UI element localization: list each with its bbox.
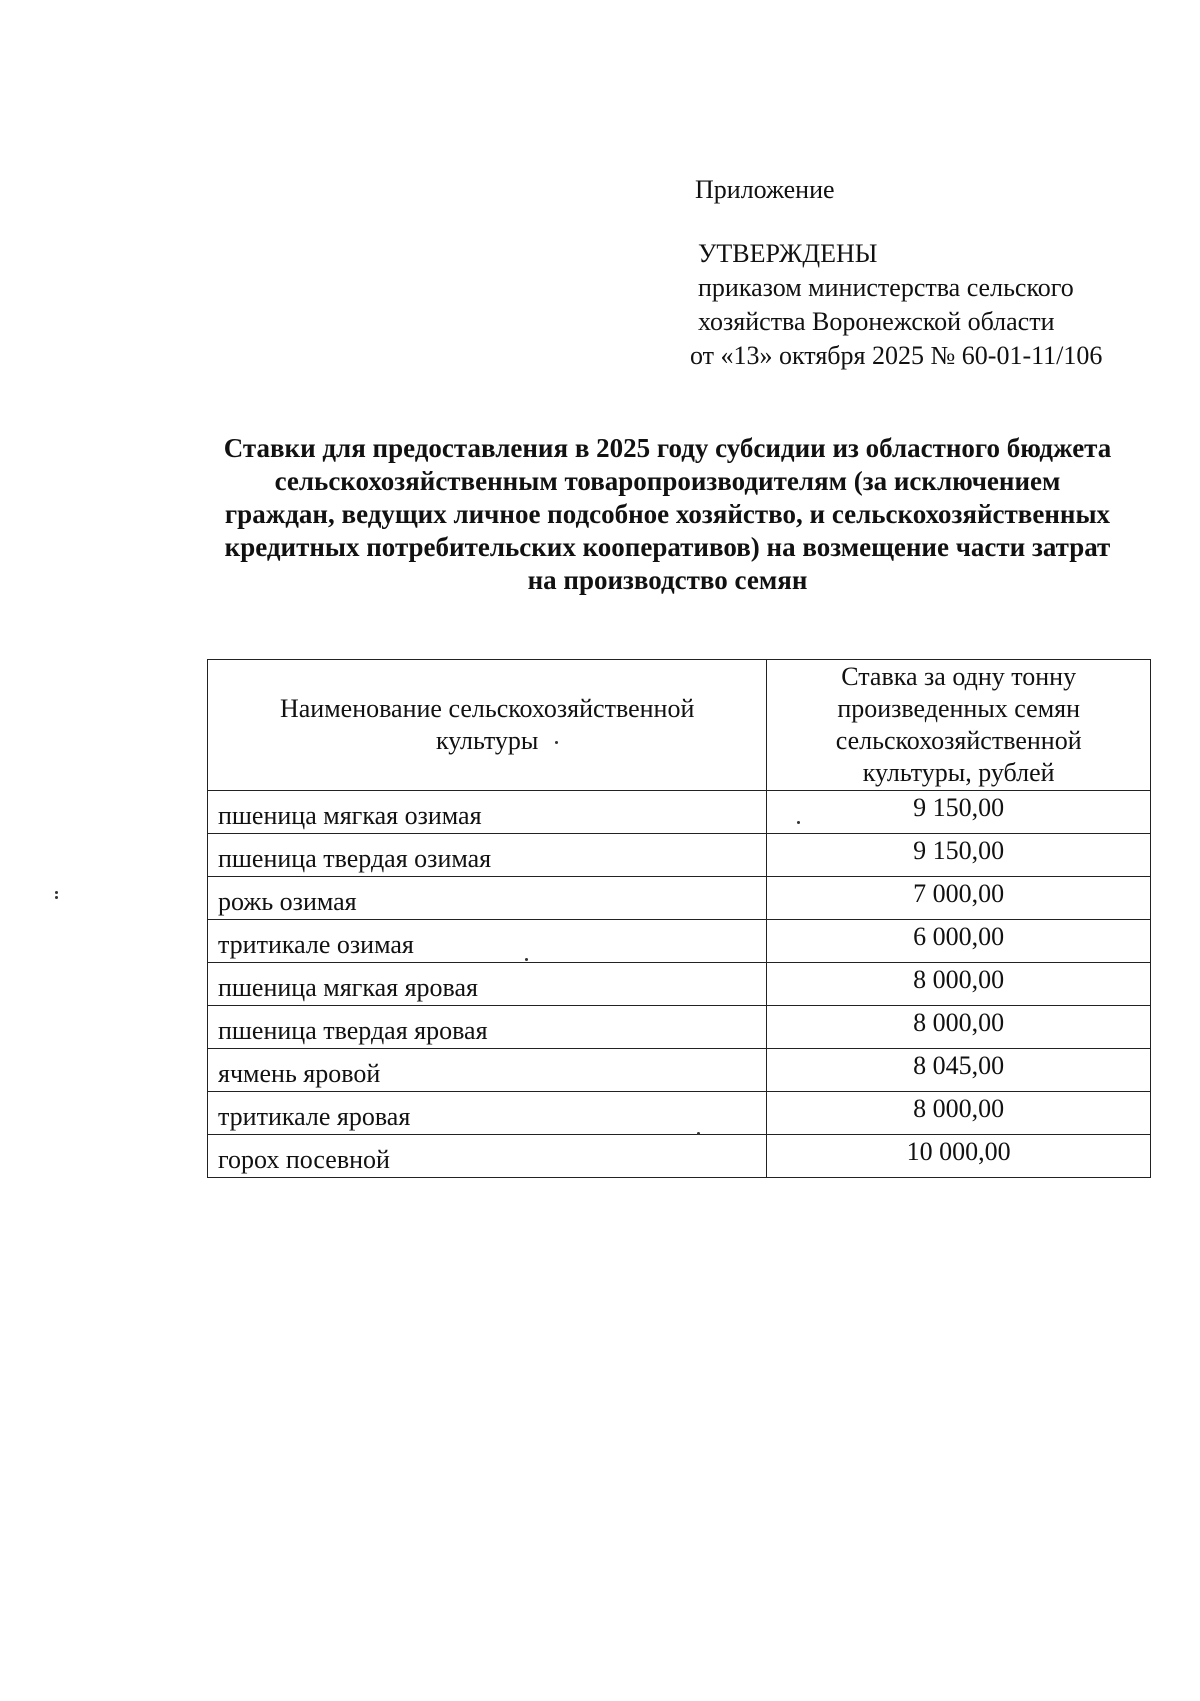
- rate-cell: 8 045,00: [767, 1049, 1151, 1092]
- crop-name-cell: тритикале яровая: [208, 1092, 767, 1135]
- approval-line: приказом министерства сельского: [698, 273, 1074, 302]
- scan-speck: [55, 896, 58, 899]
- rate-cell: 8 000,00: [767, 1092, 1151, 1135]
- column-header-crop-name: Наименование сельскохозяйственной культуры: [208, 660, 767, 791]
- rates-table: [207, 659, 1151, 1178]
- title-line: сельскохозяйственным товаропроизводителям (за исключением: [274, 466, 1061, 496]
- crop-name-cell: тритикале озимая: [208, 920, 767, 963]
- title-line: кредитных потребительских кооперативов) на возмещение части затрат: [224, 532, 1111, 562]
- scan-speck: [525, 958, 528, 961]
- approval-order-number: от «13» октября 2025 № 60-01-11/106: [690, 341, 1103, 370]
- approval-line: хозяйства Воронежской области: [698, 307, 1055, 336]
- crop-name-cell: рожь озимая: [208, 877, 767, 920]
- table-row: [208, 1049, 1151, 1092]
- rate-cell: 9 150,00: [767, 791, 1151, 834]
- crop-name-cell: ячмень яровой: [208, 1049, 767, 1092]
- table-row: [208, 834, 1151, 877]
- crop-name-cell: горох посевной: [208, 1135, 767, 1178]
- rate-cell: 10 000,00: [767, 1135, 1151, 1178]
- table-row: [208, 877, 1151, 920]
- title-line: граждан, ведущих личное подсобное хозяйство, и сельскохозяйственных: [224, 499, 1111, 529]
- table-header-row: [208, 660, 1151, 791]
- approved-title: УТВЕРЖДЕНЫ: [698, 239, 878, 268]
- document-title: [180, 432, 1155, 597]
- table-row: [208, 1135, 1151, 1178]
- table-row: [208, 920, 1151, 963]
- crop-name-cell: пшеница мягкая озимая: [208, 791, 767, 834]
- table-row: [208, 1092, 1151, 1135]
- rate-cell: 6 000,00: [767, 920, 1151, 963]
- scan-speck: [797, 821, 800, 824]
- rate-cell: 7 000,00: [767, 877, 1151, 920]
- table-row: [208, 963, 1151, 1006]
- scan-speck: [555, 741, 558, 744]
- scan-speck: [697, 1132, 700, 1135]
- table-row: [208, 1006, 1151, 1049]
- rate-cell: 9 150,00: [767, 834, 1151, 877]
- crop-name-cell: пшеница мягкая яровая: [208, 963, 767, 1006]
- scan-speck: [55, 891, 58, 894]
- crop-name-cell: пшеница твердая озимая: [208, 834, 767, 877]
- rate-cell: 8 000,00: [767, 1006, 1151, 1049]
- crop-name-cell: пшеница твердая яровая: [208, 1006, 767, 1049]
- table-row: [208, 791, 1151, 834]
- rate-cell: 8 000,00: [767, 963, 1151, 1006]
- title-line: на производство семян: [527, 565, 808, 595]
- column-header-rate: Ставка за одну тонну произведенных семян сельскохозяйственной культуры, рублей: [767, 660, 1151, 791]
- appendix-label: Приложение: [695, 175, 835, 204]
- title-line: Ставки для предоставления в 2025 году субсидии из областного бюджета: [223, 433, 1112, 463]
- approval-block: [690, 237, 1102, 373]
